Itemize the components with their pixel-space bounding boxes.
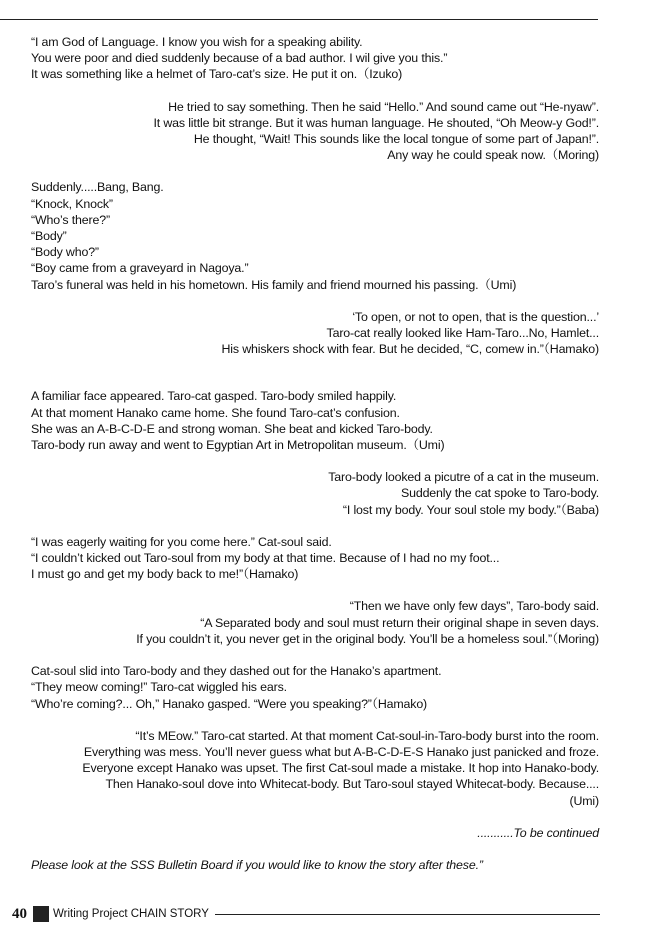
text-line: “A Separated body and soul must return their original shape in seven days. [200,615,599,630]
paragraph-10 [31,728,599,809]
section-label: Writing Project CHAIN STORY [53,908,209,920]
text-line: “Then we have only few days”, Taro-body said. [349,599,599,614]
text-line: Suddenly the cat spoke to Taro-body. [400,486,599,501]
text-line: If you couldn’t it, you never get in the original body. You’ll be a homeless soul.”（Moring) [136,631,599,646]
text-line: You were poor and died suddenly because of a bad author. I wil give you this.” [31,51,448,66]
text-line: “I lost my body. Your soul stole my body.”（Baba) [342,502,599,517]
text-line: (Umi) [569,793,599,808]
text-line: “Body” [31,229,67,244]
paragraph-6 [31,469,599,518]
paragraph-5 [31,388,599,453]
text-line: Suddenly.....Bang, Bang. [31,180,164,195]
text-line: Any way he could speak now.（Moring) [387,148,599,163]
top-rule [0,19,598,20]
text-line: It was something like a helmet of Taro-cat’s size. He put it on.（Izuko) [31,67,403,82]
text-line: She was an A-B-C-D-E and strong woman. She beat and kicked Taro-body. [31,421,433,436]
text-line: “They meow coming!” Taro-cat wiggled his ears. [31,680,287,695]
closing-note [31,857,599,873]
paragraph-7 [31,534,599,583]
text-line: He thought, “Wait! This sounds like the local tongue of some part of Japan!”. [193,132,599,147]
page-footer [12,905,600,923]
text-line: Everything was mess. You’ll never guess what but A-B-C-D-E-S Hanako just panicked and froze. [83,744,599,759]
text-line: “Who’re coming?... Oh,” Hanako gasped. “Were you speaking?”（Hamako) [31,696,428,711]
paragraph-9 [31,663,599,712]
page-number: 40 [12,905,27,922]
paragraph-4 [31,309,599,358]
text-line: It was little bit strange. But it was human language. He shouted, “Oh Meow-y God!”. [153,115,599,130]
text-line: “Boy came from a graveyard in Nagoya.” [31,261,249,276]
text-line: His whiskers shock with fear. But he decided, “C, comew in.”（Hamako) [221,342,599,357]
paragraph-2 [31,99,599,164]
to-be-continued [31,825,599,841]
text-line: Then Hanako-soul dove into Whitecat-body. But Taro-soul stayed Whitecat-body. Because.... [105,777,599,792]
black-square-icon [33,906,49,922]
paragraph-3 [31,179,599,292]
text-line: “I am God of Language. I know you wish for a speaking ability. [31,35,363,49]
text-line: ‘To open, or not to open, that is the question...’ [352,309,599,324]
text-line: He tried to say something. Then he said “Hello.” And sound came out “He-nyaw”. [168,99,599,114]
text-line: Taro-body looked a picutre of a cat in the museum. [328,470,599,485]
text-line: “Who’s there?” [31,212,110,227]
text-line: “I was eagerly waiting for you come here.” Cat-soul said. [31,534,332,549]
closing-note-text: Please look at the SSS Bulletin Board if you would like to know the story after these.” [31,857,483,872]
text-line: At that moment Hanako came home. She found Taro-cat’s confusion. [31,405,400,420]
paragraph-8 [31,598,599,647]
text-line: Taro’s funeral was held in his hometown. His family and friend mourned his passing.（Umi) [31,277,517,292]
footer-rule [215,914,600,915]
paragraph-1 [31,34,599,83]
text-line: “Knock, Knock” [31,196,113,211]
text-line: A familiar face appeared. Taro-cat gasped. Taro-body smiled happily. [31,389,397,404]
story-text [31,34,599,873]
text-line: Cat-soul slid into Taro-body and they dashed out for the Hanako’s apartment. [31,664,442,679]
text-line: I must go and get my body back to me!”（Hamako) [31,567,299,582]
text-line: “I couldn’t kicked out Taro-soul from my body at that time. Because of I had no my foot... [31,551,500,566]
text-line: Taro-cat really looked like Ham-Taro...No, Hamlet... [326,326,599,341]
text-line: “Body who?” [31,245,99,260]
text-line: Taro-body run away and went to Egyptian Art in Metropolitan museum.（Umi) [31,438,445,453]
continued-text: ...........To be continued [477,825,599,840]
text-line: “It’s MEow.” Taro-cat started. At that moment Cat-soul-in-Taro-body burst into the room. [135,728,599,743]
text-line: Everyone except Hanako was upset. The first Cat-soul made a mistake. It hop into Hanako-body. [82,761,599,776]
